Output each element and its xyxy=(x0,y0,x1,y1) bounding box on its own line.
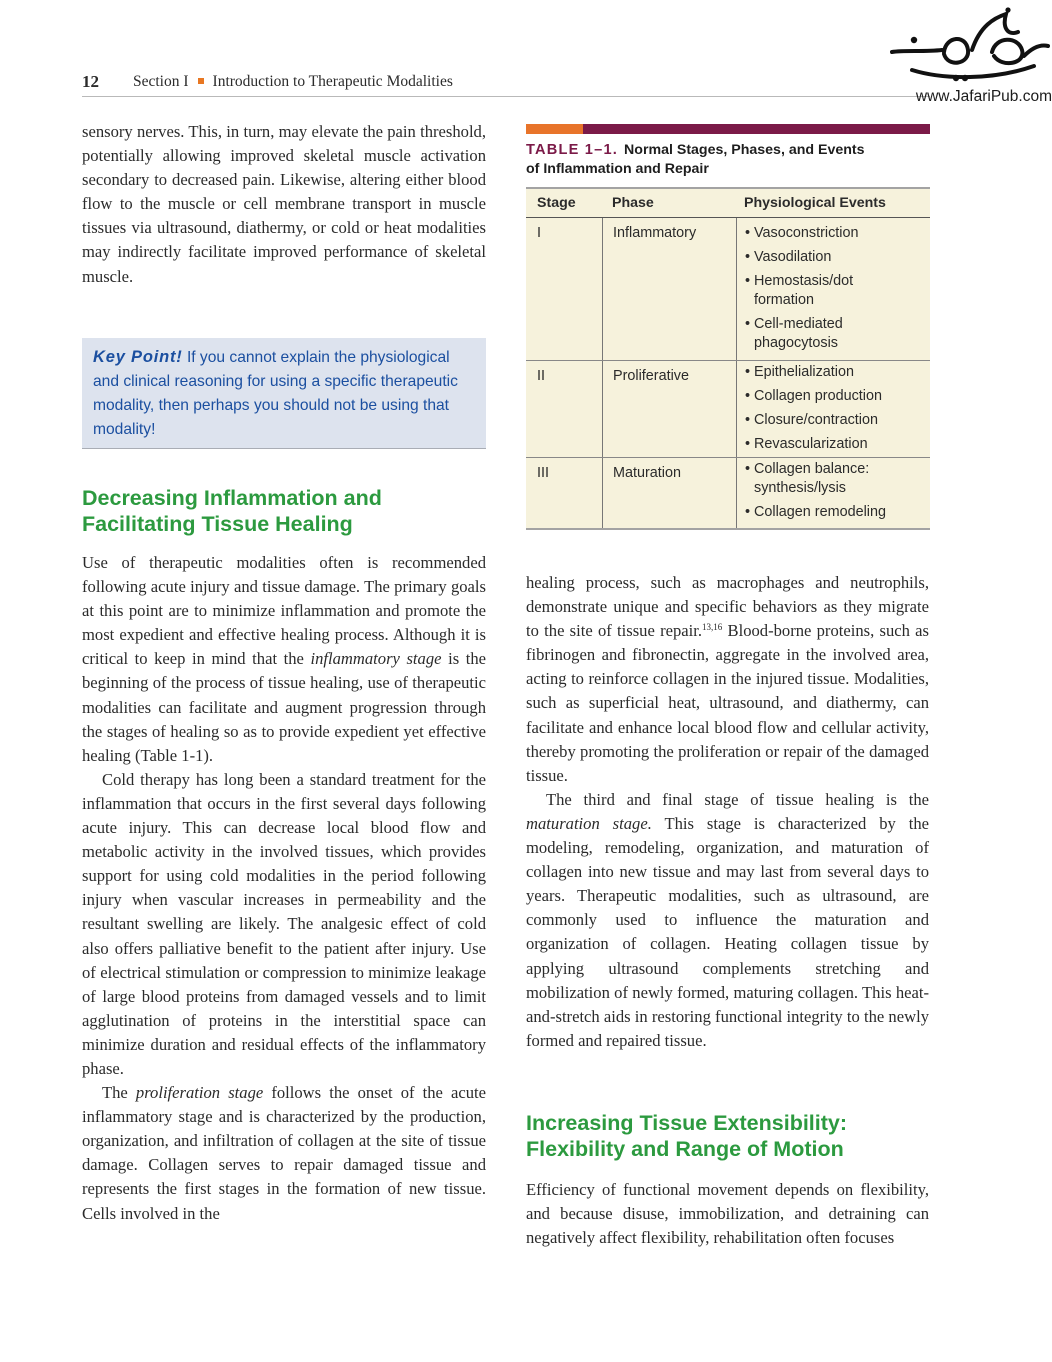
cell-phase: Maturation xyxy=(602,458,736,528)
table-bar-orange xyxy=(526,124,583,134)
cell-stage: I xyxy=(537,225,541,241)
text-run: follows the onset of the acute inflammatory stage and is characterized by the production, organization, and infiltration of collagen at the site of tissue damage. Collagen serves to repair damaged tissue and represents the first stages in the formation of new tissue. Cells involved in the xyxy=(82,1083,486,1223)
text-run: Use of therapeutic modalities often is recommended following acute injury and tissue damage. The primary goals at this point are to minimize inflammation and promote the most expedient and effective healing process. Although it is critical to keep in mind that the xyxy=(82,553,486,669)
paragraph xyxy=(526,788,929,1053)
key-point-text: If you cannot explain the physiological and clinical reasoning for using a specific therapeutic modality, then perhaps you should not be using that modality! xyxy=(93,349,458,438)
paragraph: Efficiency of functional movement depends on flexibility, and because disuse, immobilization, and detraining can negatively affect flexibility, rehabilitation often focuses xyxy=(526,1180,929,1248)
column-header-phase: Phase xyxy=(612,194,654,211)
emphasis: inflammatory stage xyxy=(310,649,442,669)
event-item: • Cell-mediated phagocytosis xyxy=(745,315,930,353)
event-item: • Collagen production xyxy=(745,387,930,406)
left-column-top xyxy=(82,120,486,289)
cell-stage: III xyxy=(537,465,549,481)
running-header xyxy=(82,72,930,92)
text-run: Blood-borne proteins, such as fibrinogen and fibronectin, aggregate in the involved area, acting to reinforce collagen in the injured tissue. Modalities, such as superficial heat, ultrasound, and diathermy, can facilitate and enhance local blood flow and cellular activity, thereby promoting the proliferation or repair of the damaged tissue. xyxy=(526,621,929,785)
column-header-stage: Stage xyxy=(537,194,576,211)
citation-superscript: 13,16 xyxy=(702,622,723,633)
table-title-line: Normal Stages, Phases, and Events xyxy=(624,142,865,158)
header-square-icon xyxy=(198,78,204,84)
table-title-line: of Inflammation and Repair xyxy=(526,161,709,177)
paragraph xyxy=(82,551,486,768)
event-item: • Closure/contraction xyxy=(745,411,930,430)
table-1-1 xyxy=(526,124,930,530)
emphasis: proliferation stage xyxy=(135,1083,264,1103)
event-item: • Hemostasis/dot formation xyxy=(745,272,930,310)
event-item: • Collagen balance: synthesis/lysis xyxy=(745,460,930,498)
chapter-title: Introduction to Therapeutic Modalities xyxy=(212,73,453,90)
right-column-body xyxy=(526,571,929,1053)
text-run: The xyxy=(102,1083,136,1103)
text-run: This stage is characterized by the modeling, remodeling, organization, and maturation of collagen into new tissue and may last from several days to years. Therapeutic modalities, such as ultrasound, are commonly used to influence the maturation and organization of collagen. Heating collagen tissue by applying ultrasound complements stretching and mobilization of newly formed, maturing collagen. This heat-and-stretch aids in restoring functional integrity to the newly formed and repaired tissue. xyxy=(526,813,929,1050)
section-heading-inflammation xyxy=(82,485,486,537)
text-run: The third and final stage of tissue healing is the xyxy=(546,789,929,809)
heading-line: Flexibility and Range of Motion xyxy=(526,1137,844,1161)
table-row xyxy=(526,458,930,530)
table-bar-maroon xyxy=(583,124,930,134)
heading-line: Increasing Tissue Extensibility: xyxy=(526,1111,848,1135)
section-heading-extensibility xyxy=(526,1110,930,1162)
paragraph xyxy=(526,571,929,788)
paragraph: Cold therapy has long been a standard treatment for the inflammation that occurs in the first several days following acute injury. This can decrease local blood flow and metabolic activity in the involved tissues, which provides support for using cold modalities in the period following injury when vascular increases in permeability and the resultant swelling are likely. The analgesic effect of cold also offers palliative benefit to the patient after injury. Use of electrical stimulation or compression to minimize leakage of large blood proteins from damaged vessels and to limit agglutination of proteins in the interstitial space can minimize duration and residual effects of the inflammatory phase. xyxy=(82,769,486,1078)
paragraph xyxy=(82,1081,486,1226)
table-title xyxy=(526,134,930,187)
event-item: • Collagen remodeling xyxy=(745,503,930,522)
heading-line: Facilitating Tissue Healing xyxy=(82,512,353,536)
page-number: 12 xyxy=(82,72,99,91)
cell-stage: II xyxy=(537,368,545,384)
left-column-body xyxy=(82,551,486,1226)
table-row xyxy=(526,218,930,361)
section-label: Section I xyxy=(133,73,189,90)
event-item: • Vasoconstriction xyxy=(745,224,930,243)
cell-events xyxy=(736,458,930,528)
event-item: • Epithelialization xyxy=(745,363,930,382)
publisher-url: www.JafariPub.com xyxy=(915,88,1052,105)
table-row xyxy=(526,361,930,458)
text-run: healing process, such as macrophages and neutrophils, demonstrate unique and specific behaviors as they migrate to the site of tissue repair. xyxy=(526,573,929,641)
emphasis: maturation stage. xyxy=(526,813,652,833)
cell-events xyxy=(736,218,930,360)
header-rule xyxy=(82,96,930,97)
heading-line: Decreasing Inflammation and xyxy=(82,486,382,510)
key-point-label: Key Point! xyxy=(93,348,183,366)
text-run: is the beginning of the process of tissue healing, use of therapeutic modalities can facilitate and augment progression through the stages of healing so as to provide expedient yet effective healing (Table 1-1). xyxy=(82,649,487,765)
event-item: • Vasodilation xyxy=(745,248,930,267)
table-header-row xyxy=(526,189,930,218)
paragraph: sensory nerves. This, in turn, may elevate the pain threshold, potentially allowing improved skeletal muscle activation secondary to decreased pain. Likewise, altering either blood flow to the muscle or cell membrane transport in muscle tissues via ultrasound, diathermy, or cold or heat modalities may indirectly facilitate improved performance of skeletal muscle. xyxy=(82,122,486,286)
cell-phase: Inflammatory xyxy=(602,218,736,360)
event-item: • Revascularization xyxy=(745,435,930,454)
column-header-events: Physiological Events xyxy=(744,194,886,211)
table-color-bar xyxy=(526,124,930,134)
cell-phase: Proliferative xyxy=(602,361,736,457)
key-point-box xyxy=(82,338,486,449)
table-label: TABLE 1–1. xyxy=(526,142,619,158)
right-column-section2 xyxy=(526,1178,929,1250)
cell-events xyxy=(736,361,930,457)
table-body xyxy=(526,187,930,530)
